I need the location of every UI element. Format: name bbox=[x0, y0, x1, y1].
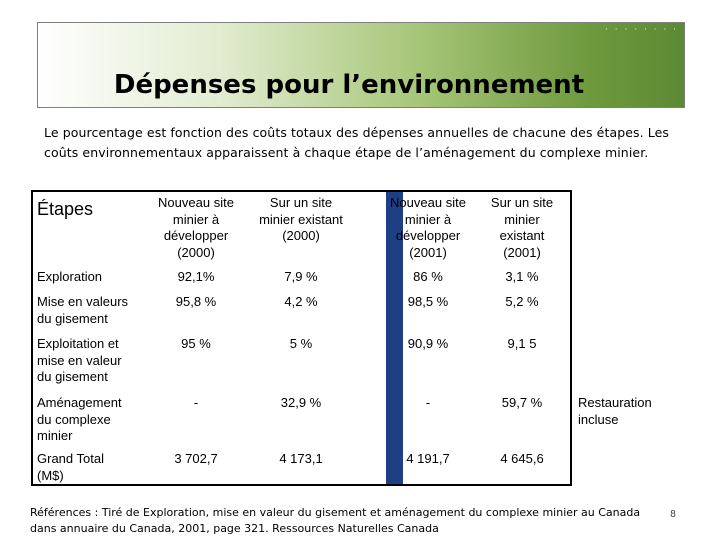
intro-line-2: coûts environnementaux apparaissent à chaque étape de l’aménagement du complexe minier. bbox=[44, 145, 649, 160]
header-col-2-line: minier existant bbox=[259, 211, 343, 227]
row-step-line: Exploration bbox=[37, 269, 103, 284]
row-3-step bbox=[37, 336, 122, 386]
row-4-col-1: - bbox=[193, 395, 199, 410]
row-3-col-2: 5 % bbox=[289, 336, 313, 351]
header-col-4 bbox=[482, 195, 562, 261]
row-step-line: du gisement bbox=[37, 369, 108, 384]
row-1-step bbox=[37, 269, 102, 286]
row-step-line: Mise en valeurs bbox=[37, 294, 129, 309]
intro-line-1: Le pourcentage est fonction des coûts totaux des dépenses annuelles de chacune des étapes. Les bbox=[44, 125, 670, 140]
header-etapes: Étapes bbox=[37, 199, 94, 219]
row-1-col-3: 86 % bbox=[413, 269, 443, 284]
references-line-2: dans annuaire du Canada, 2001, page 321. Ressources Naturelles Canada bbox=[30, 522, 439, 535]
row-5-step bbox=[37, 451, 104, 484]
references-line-1: Références : Tiré de Exploration, mise en valeur du gisement et aménagement du complexe minier au Canada bbox=[30, 506, 641, 519]
header-col-1-line: (2000) bbox=[177, 244, 215, 260]
expenses-table bbox=[31, 190, 572, 486]
header-col-4-line: (2001) bbox=[503, 244, 541, 260]
row-step-line: du gisement bbox=[37, 310, 108, 326]
row-4-col-4: 59,7 % bbox=[501, 395, 543, 410]
row-4-col-3: - bbox=[425, 395, 431, 410]
row-4-col-2: 32,9 % bbox=[280, 395, 322, 410]
row-3-col-1: 95 % bbox=[181, 336, 211, 351]
intro-text bbox=[44, 123, 694, 163]
header-col-1-line: minier à bbox=[172, 211, 220, 227]
header-col-3-line: Nouveau site bbox=[390, 195, 466, 210]
header-col-2-line: Sur un site bbox=[269, 195, 333, 210]
row-2-col-4: 5,2 % bbox=[505, 294, 539, 309]
header-col-3-line: minier à bbox=[404, 211, 452, 227]
side-note bbox=[578, 395, 652, 428]
row-step-line: du complexe bbox=[37, 411, 111, 427]
header-col-3 bbox=[377, 195, 479, 261]
header-col-4-line: Sur un site bbox=[490, 195, 554, 210]
row-1-col-1: 92,1% bbox=[177, 269, 215, 284]
row-2-col-3: 98,5 % bbox=[407, 294, 449, 309]
row-step-line: Exploitation et bbox=[37, 336, 119, 351]
row-5-col-4: 4 645,6 bbox=[500, 451, 544, 466]
row-step-line: Aménagement bbox=[37, 395, 122, 410]
row-1-col-4: 3,1 % bbox=[505, 269, 539, 284]
row-step-line: (M$) bbox=[37, 467, 64, 483]
side-note-line: incluse bbox=[578, 411, 619, 427]
row-2-col-2: 4,2 % bbox=[284, 294, 318, 309]
side-note-line: Restauration bbox=[578, 395, 652, 410]
page-title: Dépenses pour l’environnement bbox=[113, 70, 585, 100]
header-col-1-line: Nouveau site bbox=[158, 195, 234, 210]
row-3-col-3: 90,9 % bbox=[407, 336, 449, 351]
row-1-col-2: 7,9 % bbox=[284, 269, 318, 284]
row-step-line: minier bbox=[37, 428, 73, 443]
header-col-4-line: minier bbox=[504, 211, 540, 227]
header-col-3-line: (2001) bbox=[409, 244, 447, 260]
row-5-col-2: 4 173,1 bbox=[279, 451, 323, 466]
title-banner bbox=[37, 22, 685, 108]
decorative-dots: · · · · · · · · bbox=[605, 25, 678, 35]
header-col-2-line: (2000) bbox=[282, 228, 320, 243]
row-step-line: mise en valeur bbox=[37, 352, 122, 368]
header-col-2 bbox=[251, 195, 351, 245]
header-col-3-line: développer bbox=[395, 228, 461, 243]
row-2-step bbox=[37, 294, 128, 327]
references bbox=[30, 505, 670, 537]
header-col-1 bbox=[146, 195, 246, 261]
row-2-col-1: 95,8 % bbox=[175, 294, 217, 309]
row-step-line: Grand Total bbox=[37, 451, 104, 466]
page-number: 8 bbox=[670, 509, 677, 520]
row-4-step bbox=[37, 395, 122, 445]
row-5-col-3: 4 191,7 bbox=[406, 451, 450, 466]
header-col-1-line: développer bbox=[163, 228, 229, 243]
row-3-col-4: 9,1 5 bbox=[507, 336, 537, 351]
row-5-col-1: 3 702,7 bbox=[174, 451, 218, 466]
header-col-4-line: existant bbox=[499, 228, 545, 243]
